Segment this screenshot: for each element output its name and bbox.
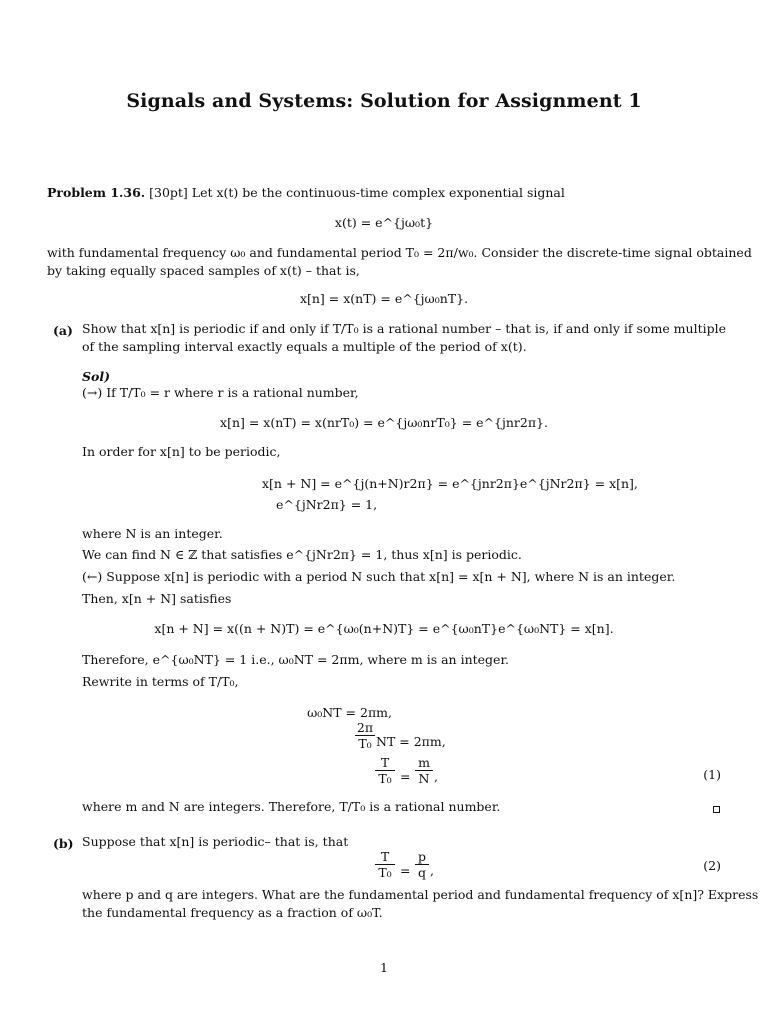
part-b-label: (b) <box>53 836 74 851</box>
solution-line-8: Rewrite in terms of T/T₀, <box>82 674 239 689</box>
part-a-question-1: Show that x[n] is periodic if and only if T/T₀ is a rational number – that is, if and only if some multiple <box>82 321 727 336</box>
equation-xn: x[n] = x(nT) = e^{jω₀nT}. <box>299 291 469 306</box>
equals-sign: = <box>400 769 411 784</box>
part-a-label: (a) <box>53 323 73 338</box>
problem-text-1: with fundamental frequency ω₀ and fundamental period T₀ = 2π/w₀. Consider the discrete-time signal obtained <box>47 245 752 260</box>
fraction-m-over-N <box>414 755 434 786</box>
equation-a2b: e^{jNr2π} = 1, <box>276 497 378 512</box>
fraction-denominator: T₀ <box>358 736 372 751</box>
fraction-T-over-T0 <box>374 755 396 786</box>
equation-comma: , <box>430 863 434 878</box>
part-b-question-2: where p and q are integers. What are the fundamental period and fundamental frequency of x[n]? Express <box>82 887 759 902</box>
fraction-T-over-T0-b <box>374 849 396 880</box>
fraction-denominator: q <box>417 865 426 880</box>
equation-number-2: (2) <box>703 858 721 873</box>
equation-a1: x[n] = x(nT) = x(nrT₀) = e^{jω₀nrT₀} = e^{jnr2π}. <box>220 415 548 430</box>
part-a-question-2: of the sampling interval exactly equals a multiple of the period of x(t). <box>82 339 527 354</box>
fraction-denominator: N <box>418 771 430 786</box>
solution-line-5: (←) Suppose x[n] is periodic with a period N such that x[n] = x[n + N], where N is an integer. <box>82 569 676 584</box>
fraction-p-over-q <box>414 849 430 880</box>
solution-line-9: where m and N are integers. Therefore, T/T₀ is a rational number. <box>82 799 501 814</box>
document-title: Signals and Systems: Solution for Assignment 1 <box>126 90 642 112</box>
part-b-question-3: the fundamental frequency as a fraction of ω₀T. <box>82 905 383 920</box>
equation-a3: x[n + N] = x((n + N)T) = e^{ω₀(n+N)T} = e^{ω₀nT}e^{ω₀NT} = x[n]. <box>154 621 614 636</box>
equation-number-1: (1) <box>703 767 721 782</box>
solution-label: Sol) <box>82 369 111 384</box>
solution-line-4: We can find N ∈ ℤ that satisfies e^{jNr2π} = 1, thus x[n] is periodic. <box>82 547 522 562</box>
equation-xt: x(t) = e^{jω₀t} <box>334 215 434 230</box>
fraction-numerator: T <box>380 755 390 770</box>
solution-line-3: where N is an integer. <box>82 526 223 541</box>
fraction-numerator: T <box>380 849 390 864</box>
solution-line-6: Then, x[n + N] satisfies <box>82 591 232 606</box>
qed-box-icon <box>713 806 720 813</box>
equation-comma: , <box>434 769 438 784</box>
fraction-2pi-over-T0 <box>354 720 376 751</box>
equation-a4a: ω₀NT = 2πm, <box>307 705 392 720</box>
fraction-denominator: T₀ <box>378 771 392 786</box>
fraction-numerator: p <box>417 849 426 864</box>
solution-line-1: (→) If T/T₀ = r where r is a rational number, <box>82 385 359 400</box>
solution-line-2: In order for x[n] to be periodic, <box>82 444 281 459</box>
equals-sign: = <box>400 863 411 878</box>
solution-line-7: Therefore, e^{ω₀NT} = 1 i.e., ω₀NT = 2πm, where m is an integer. <box>82 652 510 667</box>
fraction-denominator: T₀ <box>378 865 392 880</box>
part-b-question-1: Suppose that x[n] is periodic– that is, that <box>82 834 349 849</box>
problem-text-2: by taking equally spaced samples of x(t) – that is, <box>47 263 360 278</box>
fraction-numerator: m <box>418 755 430 770</box>
problem-intro-line <box>47 187 565 200</box>
equation-a2a: x[n + N] = e^{j(n+N)r2π} = e^{jnr2π}e^{jNr2π} = x[n], <box>262 476 638 491</box>
fraction-numerator: 2π <box>356 720 374 735</box>
problem-intro: [30pt] Let x(t) be the continuous-time complex exponential signal <box>149 185 565 200</box>
equation-a4b-rest: NT = 2πm, <box>376 734 446 749</box>
page-number: 1 <box>380 960 388 975</box>
problem-label: Problem 1.36. <box>47 185 146 200</box>
